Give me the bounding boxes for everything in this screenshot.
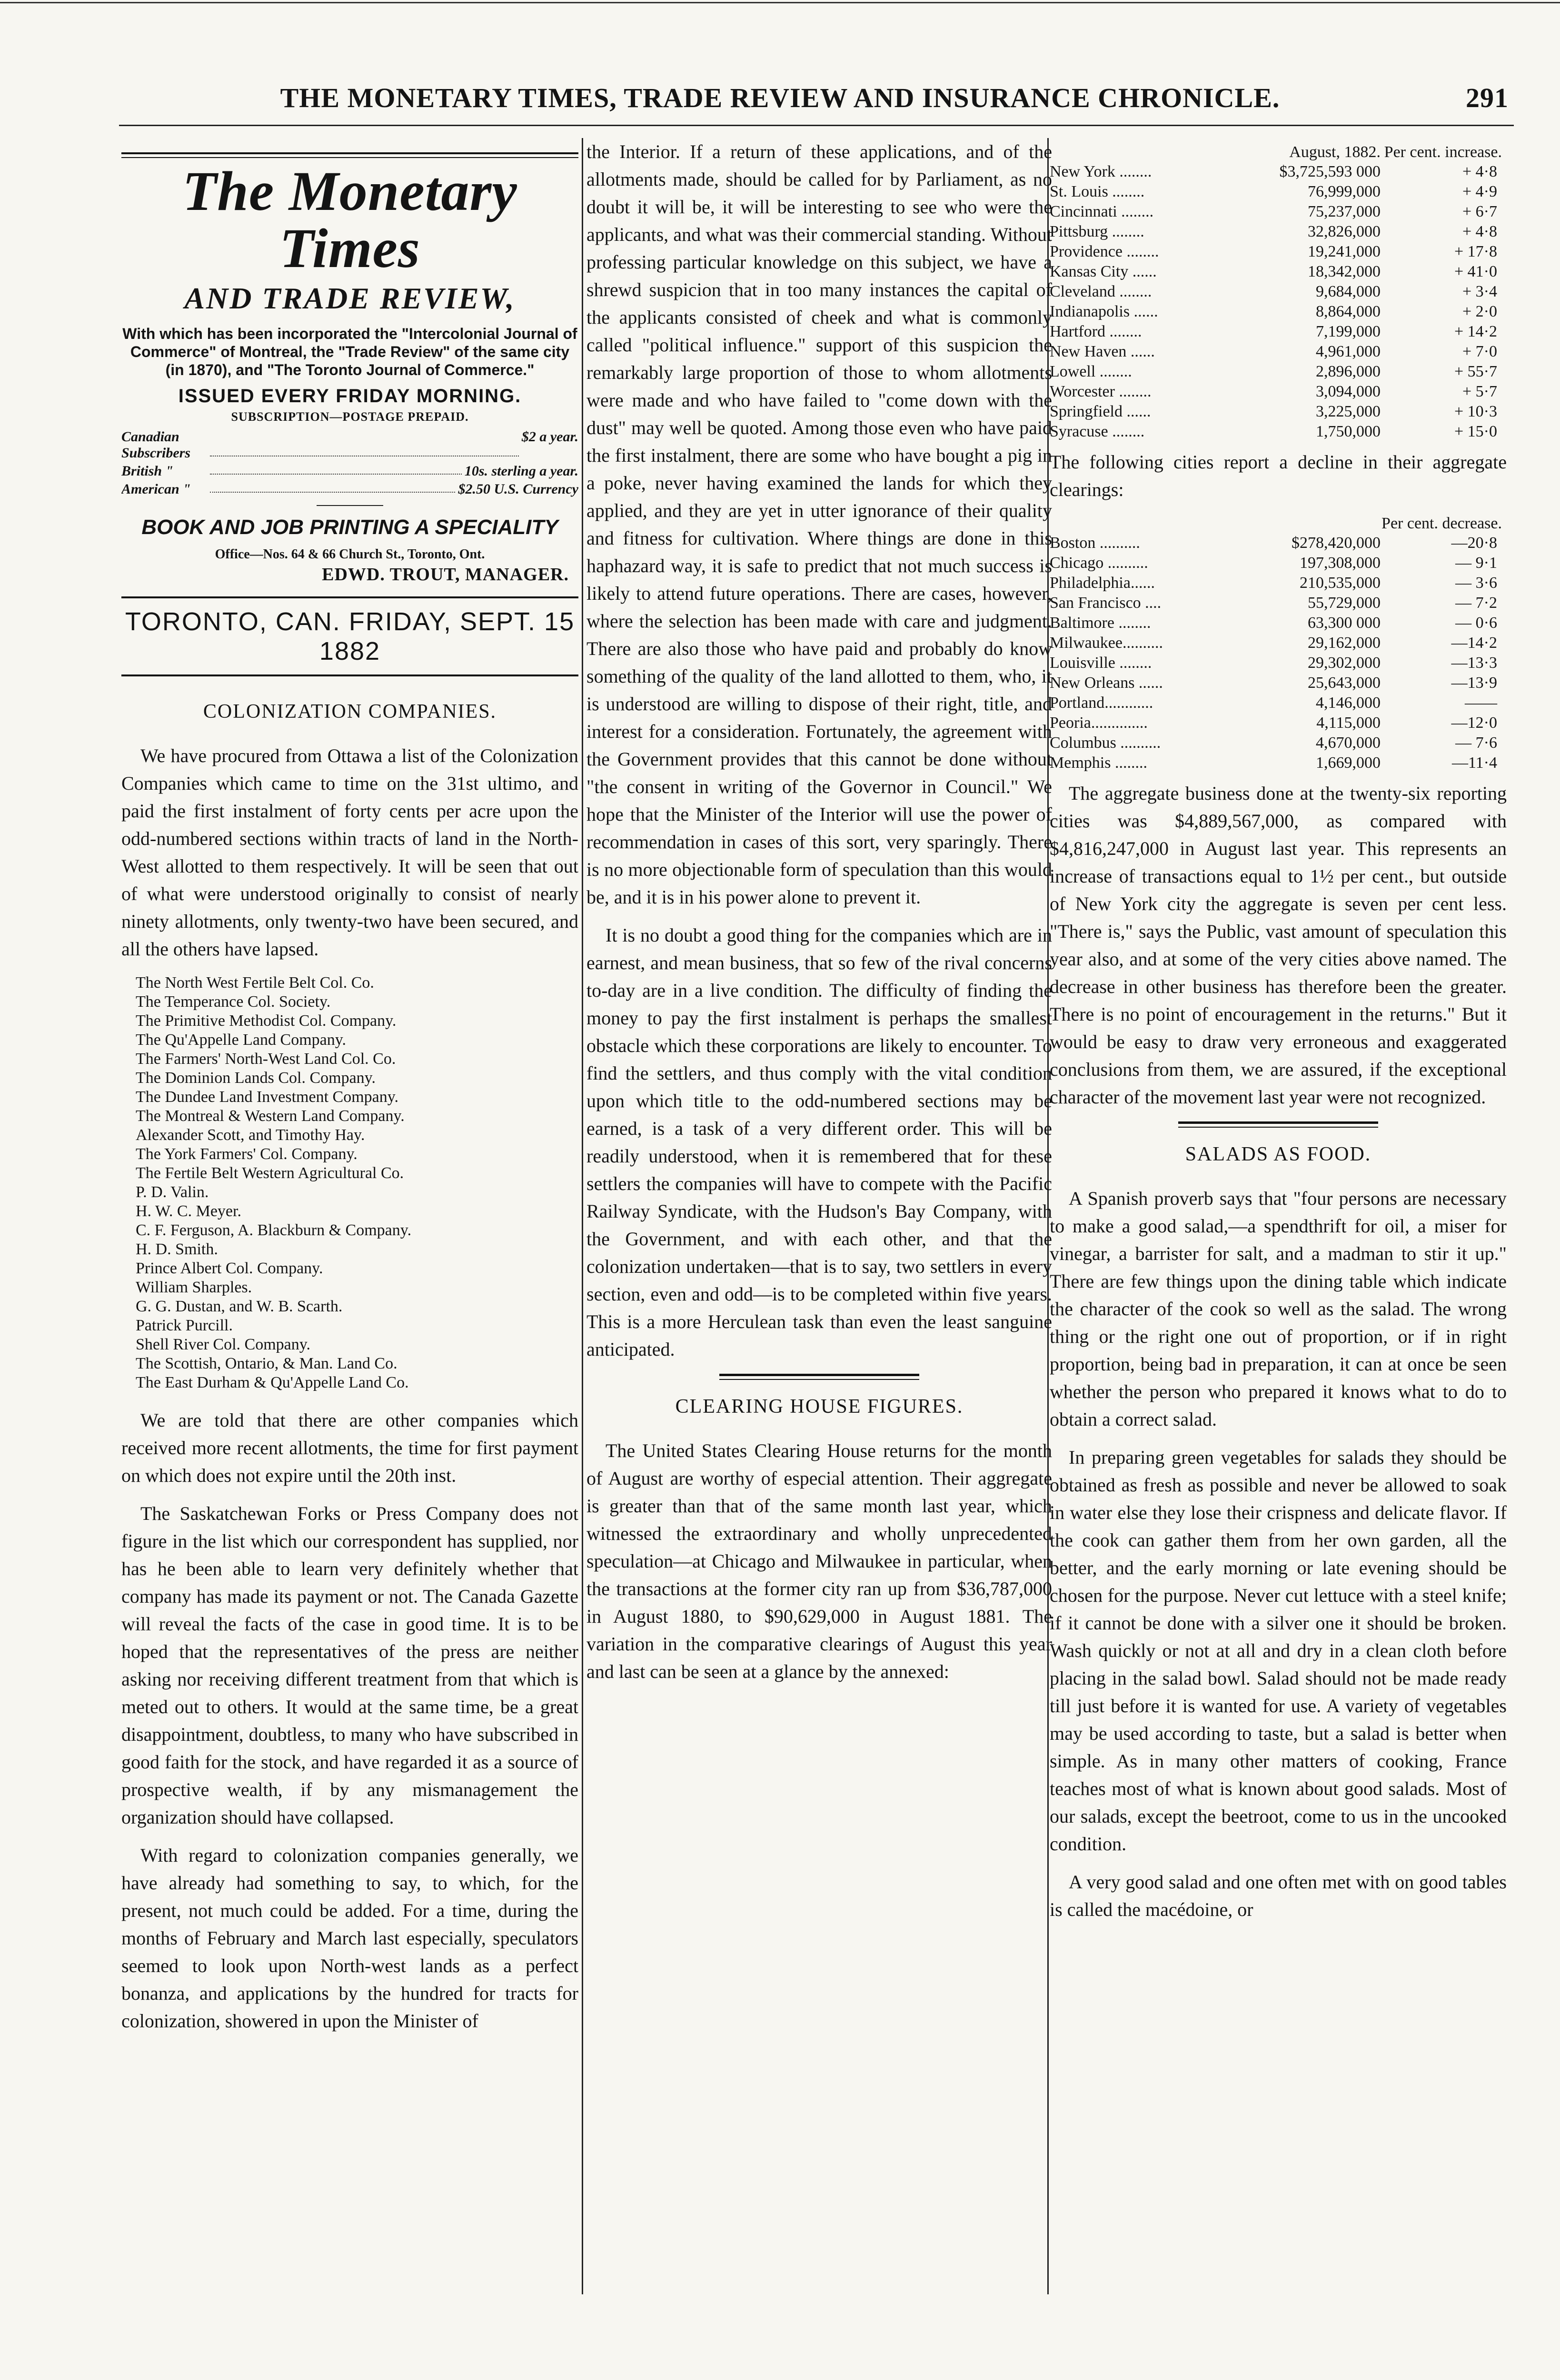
table-cell-city: Portland............ — [1050, 694, 1153, 712]
table-cell-city: Syracuse ........ — [1050, 423, 1145, 440]
table-row — [1050, 653, 1507, 673]
table-cell-amount: 75,237,000 — [1308, 203, 1381, 220]
salads-paragraph: A Spanish proverb says that "four persons are necessary to make a good salad,—a spendthrift for oil, a miser for vinegar, a barrister for salt, and a madman to stir it up." There are few things upon the dining table which indicate the character of the cook so well as the salad. The wrong thing or the right one out of proportion, or if in right proportion, being bad in preparation, it can at once be seen whether the person who prepared it knows what to do to obtain a correct salad. — [1050, 1188, 1507, 1430]
table-cell-city: Louisville ........ — [1050, 654, 1152, 672]
table-cell-amount: 29,162,000 — [1308, 634, 1381, 652]
list-item: The Fertile Belt Western Agricultural Co. — [136, 1164, 404, 1182]
table-cell-pct: — 9·1 — [1455, 554, 1497, 572]
list-item: William Sharples. — [136, 1279, 252, 1296]
salads-paragraph: In preparing green vegetables for salads they should be obtained as fresh as possible and never be allowed to soak in water else they lose their crispness and delicate flavor. If the cook can gather them from her own garden, all the better, and the early morning or late evening should be chosen for the purpose. Never cut lettuce with a steel knife; if it cannot be done with a silver one it should be broken. Wash quickly or not at all and dry in a clean cloth before placing in the salad bowl. Salad should not be made ready till just before it is wanted for use. A variety of vegetables may be used according to taste, but a salad is better when simple. As in many other matters of cooking, France teaches most of what is known about good salads. Most of our salads, except the beetroot, come to us in the uncooked condition. — [1050, 1447, 1507, 1854]
clearing-title: CLEARING HOUSE FIGURES. — [675, 1396, 964, 1418]
table-cell-city: Memphis ........ — [1050, 754, 1147, 772]
table-cell-city: New York ........ — [1050, 163, 1152, 180]
table-header-cell: Per cent. decrease. — [1381, 515, 1502, 532]
table-row — [1050, 242, 1507, 262]
table-row — [1050, 533, 1507, 553]
table-row — [1050, 362, 1507, 382]
table-cell-city: Kansas City ...... — [1050, 263, 1157, 280]
table-row — [1050, 162, 1507, 182]
increase-table — [1050, 143, 1507, 442]
running-head-title: THE MONETARY TIMES, TRADE REVIEW AND INSURANCE CHRONICLE. — [280, 82, 1280, 113]
masthead-issued: ISSUED EVERY FRIDAY MORNING. — [178, 386, 522, 407]
table-row — [1050, 613, 1507, 633]
table-cell-amount: 4,670,000 — [1316, 734, 1381, 752]
table-cell-amount: 4,115,000 — [1316, 714, 1381, 732]
table-cell-city: Hartford ........ — [1050, 323, 1142, 340]
table-cell-pct: — 7·6 — [1455, 734, 1497, 752]
colonization-paragraph: We are told that there are other companies which received more recent allotments, the time for first payment on which does not expire until the 20th inst. — [121, 1409, 578, 1486]
table-cell-amount: 63,300 000 — [1308, 614, 1381, 632]
list-item: Patrick Purcill. — [136, 1317, 233, 1334]
table-cell-pct: + 4·9 — [1462, 183, 1497, 200]
leader-dots — [210, 463, 462, 475]
table-row — [1050, 422, 1507, 442]
table-row — [1050, 593, 1507, 613]
table-cell-city: Baltimore ........ — [1050, 614, 1151, 632]
table-cell-pct: —12·0 — [1451, 714, 1497, 732]
table-row — [1050, 182, 1507, 202]
top-edge-rule — [0, 2, 1560, 3]
table-row — [1050, 222, 1507, 242]
table-cell-amount: 4,961,000 — [1316, 343, 1381, 360]
table-cell-city: Boston .......... — [1050, 534, 1140, 552]
colonization-paragraph: the Interior. If a return of these applications, and of the allotments made, should be called for by Parliament, as no doubt it will be, it will be interesting to see who were the applicants, and what was their commercial standing. Without professing particular knowledge on this subject, we have a shrewd suspicion that in too many instances the capital of the applicants consisted of cheek and what is commonly called "political influence." support of this suspicion the remarkably large proportion of those to whom allotments were made and who have failed to "come down with the dust" may well be quoted. Among those even who have paid the first instalment, there are some who have bought a pig in a poke, never having examined the lands for which they applied, and they are yet in utter ignorance of their quality and fitness for cultivation. Where things are done in this haphazard way, it is safe to predict that not much success is likely to attend future operations. There are cases, however, where the selection has been made with care and judgment. There are also those who have paid and probably do know something of the quality of the land allotted to them, who, it is understood are willing to dispose of their right, title, and interest for a consideration. Fortunately, the agreement with the Government provides that this cannot be done without "the consent in writing of the Governor in Council." We hope that the Minister of the Interior will use the power of recommendation in cases of this sort, very sparingly. There is no more objectionable form of speculation than this would be, and it is in his power alone to prevent it. — [586, 141, 1052, 908]
table-cell-city: Columbus .......... — [1050, 734, 1161, 752]
table-cell-pct: — 0·6 — [1455, 614, 1497, 632]
table-cell-city: New Orleans ...... — [1050, 674, 1163, 692]
page-number: 291 — [1466, 82, 1509, 113]
table-cell-city: Cleveland ........ — [1050, 283, 1152, 300]
table-cell-amount: 2,896,000 — [1316, 363, 1381, 380]
table-cell-pct: —20·8 — [1451, 534, 1497, 552]
table-cell-city: Pittsburg ........ — [1050, 223, 1144, 240]
table-cell-city: Milwaukee.......... — [1050, 634, 1163, 652]
subscription-price: 10s. sterling a year. — [464, 463, 578, 479]
table-header — [1050, 514, 1507, 533]
table-header — [1050, 143, 1507, 162]
table-cell-city: Indianapolis ...... — [1050, 303, 1158, 320]
colonization-paragraph: It is no doubt a good thing for the companies which are in earnest, and mean business, that so few of the rival concerns to-day are in a live condition. The difficulty of finding the money to pay the first instalment is perhaps the smallest obstacle which these corporations are likely to encounter. To find the settlers, and thus comply with the vital condition upon which title to the odd-numbered sections may be earned, is a task of a very different order. This will be readily understood, when it is remembered that for these settlers the companies will have to compete with the Pacific Railway Syndicate, with the Hudson's Bay Company, with the Government, and with each other, and that the colonization undertaken—that is to say, two settlers in every section, even and odd—is to be completed within five years. This is a more Herculean task than even the least sanguine anticipated. — [586, 924, 1052, 1360]
table-header-cell: August, 1882. — [1289, 143, 1381, 161]
table-row — [1050, 753, 1507, 773]
table-cell-city: St. Louis ........ — [1050, 183, 1145, 200]
increase-rows — [1050, 162, 1507, 442]
table-row — [1050, 553, 1507, 573]
table-row — [1050, 573, 1507, 593]
table-cell-pct: + 3·4 — [1462, 283, 1497, 300]
table-cell-pct: —11·4 — [1451, 754, 1497, 772]
table-cell-pct: + 2·0 — [1462, 303, 1497, 320]
table-cell-amount: 7,199,000 — [1316, 323, 1381, 340]
table-cell-pct: + 7·0 — [1462, 343, 1497, 360]
table-row — [1050, 282, 1507, 302]
list-item: G. G. Dustan, and W. B. Scarth. — [136, 1298, 343, 1315]
table-cell-pct: + 17·8 — [1454, 243, 1497, 260]
table-cell-pct: —14·2 — [1451, 634, 1497, 652]
list-item: H. D. Smith. — [136, 1240, 218, 1258]
subscription-heading: SUBSCRIPTION—POSTAGE PREPAID. — [231, 410, 469, 424]
leader-dots — [210, 481, 455, 493]
table-cell-amount: 3,094,000 — [1316, 383, 1381, 400]
table-cell-city: Worcester ........ — [1050, 383, 1152, 400]
list-item: H. W. C. Meyer. — [136, 1202, 241, 1220]
table-cell-amount: 197,308,000 — [1300, 554, 1381, 572]
table-cell-pct: + 10·3 — [1454, 403, 1497, 420]
table-row — [1050, 342, 1507, 362]
list-item: C. F. Ferguson, A. Blackburn & Company. — [136, 1221, 412, 1239]
table-cell-amount: 18,342,000 — [1308, 263, 1381, 280]
section-divider — [1178, 1121, 1378, 1128]
list-item: The York Farmers' Col. Company. — [136, 1145, 358, 1163]
table-cell-pct: —13·3 — [1451, 654, 1497, 672]
table-cell-amount: 9,684,000 — [1316, 283, 1381, 300]
table-cell-amount: 4,146,000 — [1316, 694, 1381, 712]
column-2 — [586, 138, 1052, 2290]
table-cell-pct: + 4·8 — [1462, 223, 1497, 240]
table-cell-amount: 55,729,000 — [1308, 594, 1381, 612]
list-item: The Scottish, Ontario, & Man. Land Co. — [136, 1355, 397, 1372]
table-row — [1050, 322, 1507, 342]
salads-title: SALADS AS FOOD. — [1185, 1143, 1371, 1165]
table-cell-city: Philadelphia...... — [1050, 574, 1155, 592]
table-cell-pct: — 3·6 — [1455, 574, 1497, 592]
dateline-box — [121, 596, 578, 676]
table-row — [1050, 262, 1507, 282]
list-item: The Temperance Col. Society. — [136, 993, 331, 1011]
subscription-row — [121, 481, 578, 497]
table-cell-pct: + 55·7 — [1454, 363, 1497, 380]
subscriber-type: British " — [121, 463, 174, 479]
table-cell-amount: $3,725,593 000 — [1279, 163, 1381, 180]
table-cell-pct: + 4·8 — [1462, 163, 1497, 180]
list-item: Shell River Col. Company. — [136, 1336, 311, 1353]
column-divider-1 — [582, 138, 583, 2294]
table-cell-city: Peoria.............. — [1050, 714, 1148, 732]
table-cell-amount: 76,999,000 — [1308, 183, 1381, 200]
masthead-top-rule — [121, 152, 578, 158]
subscription-row — [121, 463, 578, 479]
table-row — [1050, 402, 1507, 422]
table-cell-amount: 3,225,000 — [1316, 403, 1381, 420]
table-row — [1050, 202, 1507, 222]
masthead-short-rule — [317, 505, 383, 506]
colonization-paragraph: With regard to colonization companies generally, we have already had something to say, to which, for the present, not much could be added. For a time, during the months of February and March last especially, speculators seemed to look upon North-west lands as a perfect bonanza, and applications by the hundred for tracts for colonization, showered in upon the Minister of — [121, 1844, 578, 2032]
column-3 — [1050, 138, 1507, 2290]
table-row — [1050, 693, 1507, 713]
table-cell-pct: —13·9 — [1451, 674, 1497, 692]
masthead-title: The Monetary Times — [182, 160, 517, 279]
running-head-rule — [119, 125, 1514, 126]
list-item: Alexander Scott, and Timothy Hay. — [136, 1126, 365, 1144]
list-item: The East Durham & Qu'Appelle Land Co. — [136, 1374, 409, 1391]
clearing-paragraph: The United States Clearing House returns for the month of August are worthy of especial attention. Their aggregate is greater than that of the same month last year, which witnessed the extraordinary and wholly unprecedented speculation—at Chicago and Milwaukee in particular, when the transactions at the former city ran up from $36,787,000 in August 1880, to $90,629,000 in August 1881. The variation in the comparative clearings of August this year and last can be seen at a glance by the annexed: — [586, 1440, 1052, 1682]
company-list — [136, 973, 578, 1392]
table-cell-amount: 1,750,000 — [1316, 423, 1381, 440]
list-item: P. D. Valin. — [136, 1183, 209, 1201]
section-divider — [719, 1374, 919, 1380]
table-cell-amount: 25,643,000 — [1308, 674, 1381, 692]
table-cell-city: Providence ........ — [1050, 243, 1159, 260]
list-item: The Qu'Appelle Land Company. — [136, 1031, 347, 1049]
table-cell-city: Cincinnati ........ — [1050, 203, 1154, 220]
masthead-office: Office—Nos. 64 & 66 Church St., Toronto, Ont. — [215, 547, 485, 562]
table-row — [1050, 633, 1507, 653]
masthead-note: With which has been incorporated the "Intercolonial Journal of Commerce" of Montreal, the "Trade Review" of the same city (in 1870), and "The Toronto Journal of Commerce." — [122, 325, 577, 378]
table-cell-city: Springfield ...... — [1050, 403, 1151, 420]
table-cell-amount: 32,826,000 — [1308, 223, 1381, 240]
list-item: The Montreal & Western Land Company. — [136, 1107, 405, 1125]
clearing-paragraph: The following cities report a decline in their aggregate clearings: — [1050, 451, 1507, 500]
table-cell-pct: —— — [1465, 694, 1497, 712]
dateline: TORONTO, CAN. FRIDAY, SEPT. 15 1882 — [125, 607, 575, 665]
list-item: The North West Fertile Belt Col. Co. — [136, 974, 374, 992]
table-cell-amount: $278,420,000 — [1292, 534, 1381, 552]
decrease-table — [1050, 514, 1507, 773]
subscription-row — [121, 429, 578, 461]
colonization-paragraph: The Saskatchewan Forks or Press Company does not figure in the list which our correspondent has supplied, nor has he been able to learn very definitely whether that company has made its payment or not. The Canada Gazette will reveal the facts of the case in good time. It is to be hoped that the representatives of the press are neither asking nor receiving different treatment from that which is meted out to others. It would at the same time, be a great disappointment, doubtless, to many who have subscribed in good faith for the stock, and have regarded it as a source of prospective wealth, if by any mismanagement the organization should have collapsed. — [121, 1503, 578, 1828]
masthead-manager: EDWD. TROUT, MANAGER. — [322, 565, 569, 585]
list-item: The Farmers' North-West Land Col. Co. — [136, 1050, 396, 1068]
table-row — [1050, 733, 1507, 753]
table-row — [1050, 302, 1507, 322]
table-row — [1050, 673, 1507, 693]
subscriber-type: American " — [121, 481, 191, 497]
table-row — [1050, 713, 1507, 733]
masthead-subtitle: AND TRADE REVIEW, — [184, 281, 516, 315]
column-1 — [121, 138, 578, 2290]
table-cell-amount: 1,669,000 — [1316, 754, 1381, 772]
running-head — [0, 82, 1560, 115]
subscriber-type: Canadian Subscribers — [121, 429, 191, 461]
table-cell-pct: + 41·0 — [1454, 263, 1497, 280]
table-cell-city: San Francisco .... — [1050, 594, 1162, 612]
table-row — [1050, 382, 1507, 402]
subscription-price: $2 a year. — [521, 429, 578, 445]
subscription-price: $2.50 U.S. Currency — [458, 481, 578, 497]
table-cell-amount: 8,864,000 — [1316, 303, 1381, 320]
decrease-rows — [1050, 533, 1507, 773]
table-cell-amount: 210,535,000 — [1300, 574, 1381, 592]
list-item: The Dominion Lands Col. Company. — [136, 1069, 376, 1087]
table-cell-amount: 19,241,000 — [1308, 243, 1381, 260]
table-cell-pct: + 15·0 — [1454, 423, 1497, 440]
salads-paragraph: A very good salad and one often met with on good tables is called the macédoine, or — [1050, 1871, 1507, 1920]
table-cell-pct: + 5·7 — [1462, 383, 1497, 400]
clearing-paragraph: The aggregate business done at the twenty-six reporting cities was $4,889,567,000, as compared with $4,816,247,000 in August last year. This represents an increase of transactions equal to 1½ per cent., but outside of New York city the aggregate is seven per cent less. "There is," says the Public, vast amount of speculation this year also, and at some of the very cities above named. The decrease in other business has therefore been the greater. There is no point of encouragement in the returns." But it would be easy to draw very erroneous and exaggerated conclusions from them, we are assured, if the exceptional character of the movement last year were not recognized. — [1050, 783, 1507, 1108]
table-cell-city: Lowell ........ — [1050, 363, 1132, 380]
table-cell-pct: + 6·7 — [1462, 203, 1497, 220]
list-item: Prince Albert Col. Company. — [136, 1259, 323, 1277]
masthead-book-printing: BOOK AND JOB PRINTING A SPECIALITY — [141, 516, 558, 539]
table-header-cell: Per cent. increase. — [1384, 143, 1502, 161]
list-item: The Primitive Methodist Col. Company. — [136, 1012, 397, 1030]
table-cell-city: New Haven ...... — [1050, 343, 1155, 360]
colonization-paragraph: We have procured from Ottawa a list of the Colonization Companies which came to time on the 31st ultimo, and paid the first instalment of forty cents per acre upon the odd-numbered sections within tracts of land in the North-West allotted to them respectively. It will be seen that out of what were understood originally to consist of nearly ninety allotments, only twenty-two have been secured, and all the others have lapsed. — [121, 745, 578, 960]
leader-dots — [210, 429, 519, 456]
table-cell-amount: 29,302,000 — [1308, 654, 1381, 672]
table-cell-pct: + 14·2 — [1454, 323, 1497, 340]
table-cell-pct: — 7·2 — [1455, 594, 1497, 612]
colonization-title: COLONIZATION COMPANIES. — [203, 701, 497, 723]
table-cell-city: Chicago .......... — [1050, 554, 1148, 572]
list-item: The Dundee Land Investment Company. — [136, 1088, 399, 1106]
